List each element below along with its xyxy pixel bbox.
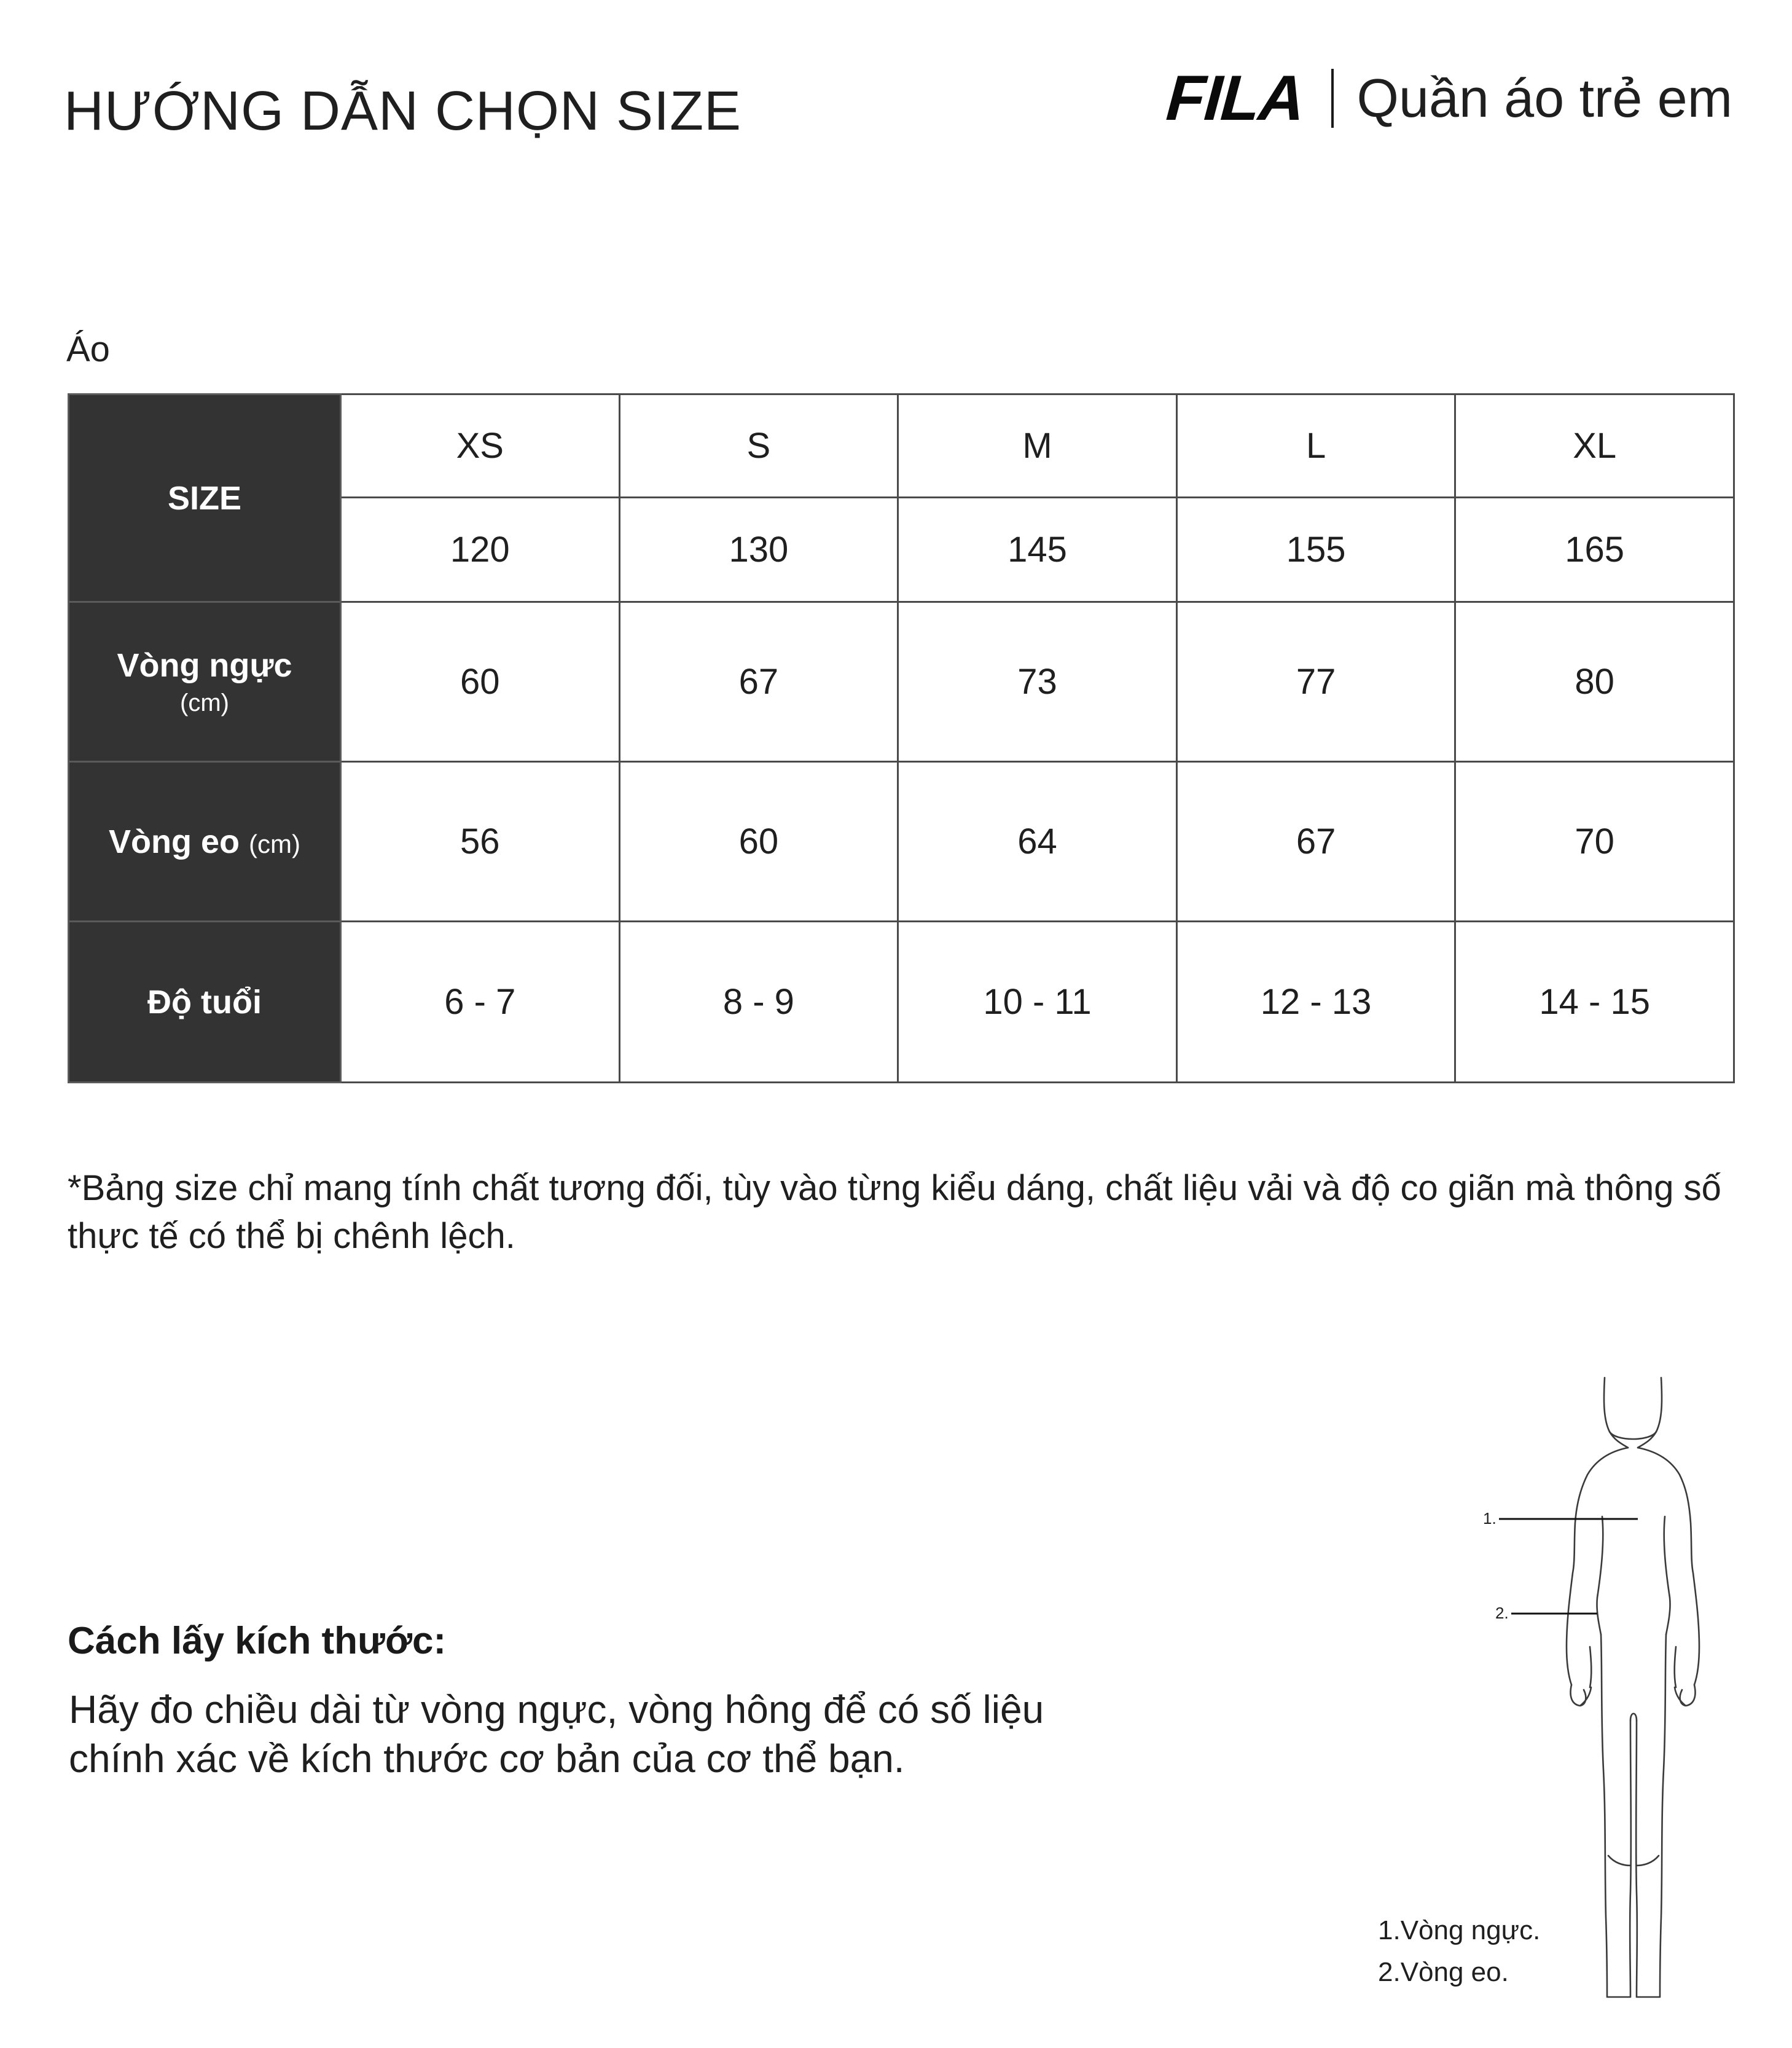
chest-cell: 73 [898, 602, 1177, 762]
size-cell: XS [341, 394, 620, 498]
brand-divider [1331, 69, 1334, 128]
figure-right-leg [1636, 1634, 1666, 1997]
age-cell: 14 - 15 [1455, 922, 1734, 1083]
size-cell: S [619, 394, 898, 498]
chest-cell: 60 [341, 602, 620, 762]
legend-waist: 2.Vòng eo. [1378, 1957, 1509, 1987]
size-cell: XL [1455, 394, 1734, 498]
chest-header-cell [69, 602, 341, 762]
waist-header-cell [69, 762, 341, 922]
section-label: Áo [66, 329, 110, 369]
figure-left-leg [1601, 1634, 1631, 1997]
figure-left-hand [1571, 1647, 1592, 1706]
chest-cell: 80 [1455, 602, 1734, 762]
figure-right-arm-inner [1664, 1516, 1670, 1634]
size-cell: L [1176, 394, 1455, 498]
figure-right-hand [1675, 1647, 1696, 1706]
waist-cell: 70 [1455, 762, 1734, 922]
waist-label: Vòng eo [109, 823, 240, 860]
age-cell: 10 - 11 [898, 922, 1177, 1083]
chest-unit: (cm) [180, 689, 229, 716]
height-cell: 145 [898, 498, 1177, 602]
figure-crotch [1630, 1714, 1637, 1720]
figure-left-knee [1608, 1856, 1630, 1866]
figure-right-side [1638, 1448, 1699, 1685]
figure-legend [1378, 1910, 1540, 1993]
waist-cell: 60 [619, 762, 898, 922]
age-cell: 8 - 9 [619, 922, 898, 1083]
legend-chest: 1.Vòng ngực. [1378, 1915, 1541, 1945]
age-cell: 6 - 7 [341, 922, 620, 1083]
page-title: HƯỚNG DẪN CHỌN SIZE [64, 80, 742, 142]
figure-neck [1610, 1432, 1656, 1439]
height-cell: 155 [1176, 498, 1455, 602]
brand-header [1164, 63, 1732, 134]
table-row-age [69, 922, 1734, 1083]
age-cell: 12 - 13 [1176, 922, 1455, 1083]
table-row-chest [69, 602, 1734, 762]
chest-cell: 77 [1176, 602, 1455, 762]
chest-marker-label: 1. [1483, 1509, 1497, 1528]
waist-cell: 67 [1176, 762, 1455, 922]
waist-unit: (cm) [249, 829, 300, 858]
figure-left-arm-inner [1597, 1516, 1603, 1634]
table-row-waist [69, 762, 1734, 922]
height-cell: 130 [619, 498, 898, 602]
measure-guide-heading: Cách lấy kích thước: [68, 1620, 447, 1662]
chest-cell: 67 [619, 602, 898, 762]
age-header-cell: Độ tuổi [69, 922, 341, 1083]
height-cell: 120 [341, 498, 620, 602]
waist-marker-label: 2. [1495, 1604, 1509, 1622]
size-table [68, 393, 1735, 1083]
size-header-cell: SIZE [69, 394, 341, 602]
height-cell: 165 [1455, 498, 1734, 602]
child-body-measurement-figure [1419, 1376, 1763, 2003]
figure-left-side [1567, 1448, 1628, 1685]
size-cell: M [898, 394, 1177, 498]
figure-right-knee [1637, 1856, 1659, 1866]
measure-guide-text: Hãy đo chiều dài từ vòng ngực, vòng hông để có số liệu chính xác về kích thước cơ bản của cơ thể bạn. [69, 1687, 1044, 1781]
size-disclaimer-note: *Bảng size chỉ mang tính chất tương đối, tùy vào từng kiểu dáng, chất liệu vải và độ co giãn mà thông số thực tế có thể bị chênh lệch. [68, 1168, 1721, 1256]
brand-subtitle: Quần áo trẻ em [1356, 68, 1732, 128]
table-row-sizes [69, 394, 1734, 498]
waist-cell: 56 [341, 762, 620, 922]
fila-logo: FILA [1164, 63, 1307, 134]
waist-cell: 64 [898, 762, 1177, 922]
chest-label: Vòng ngực [117, 647, 292, 684]
